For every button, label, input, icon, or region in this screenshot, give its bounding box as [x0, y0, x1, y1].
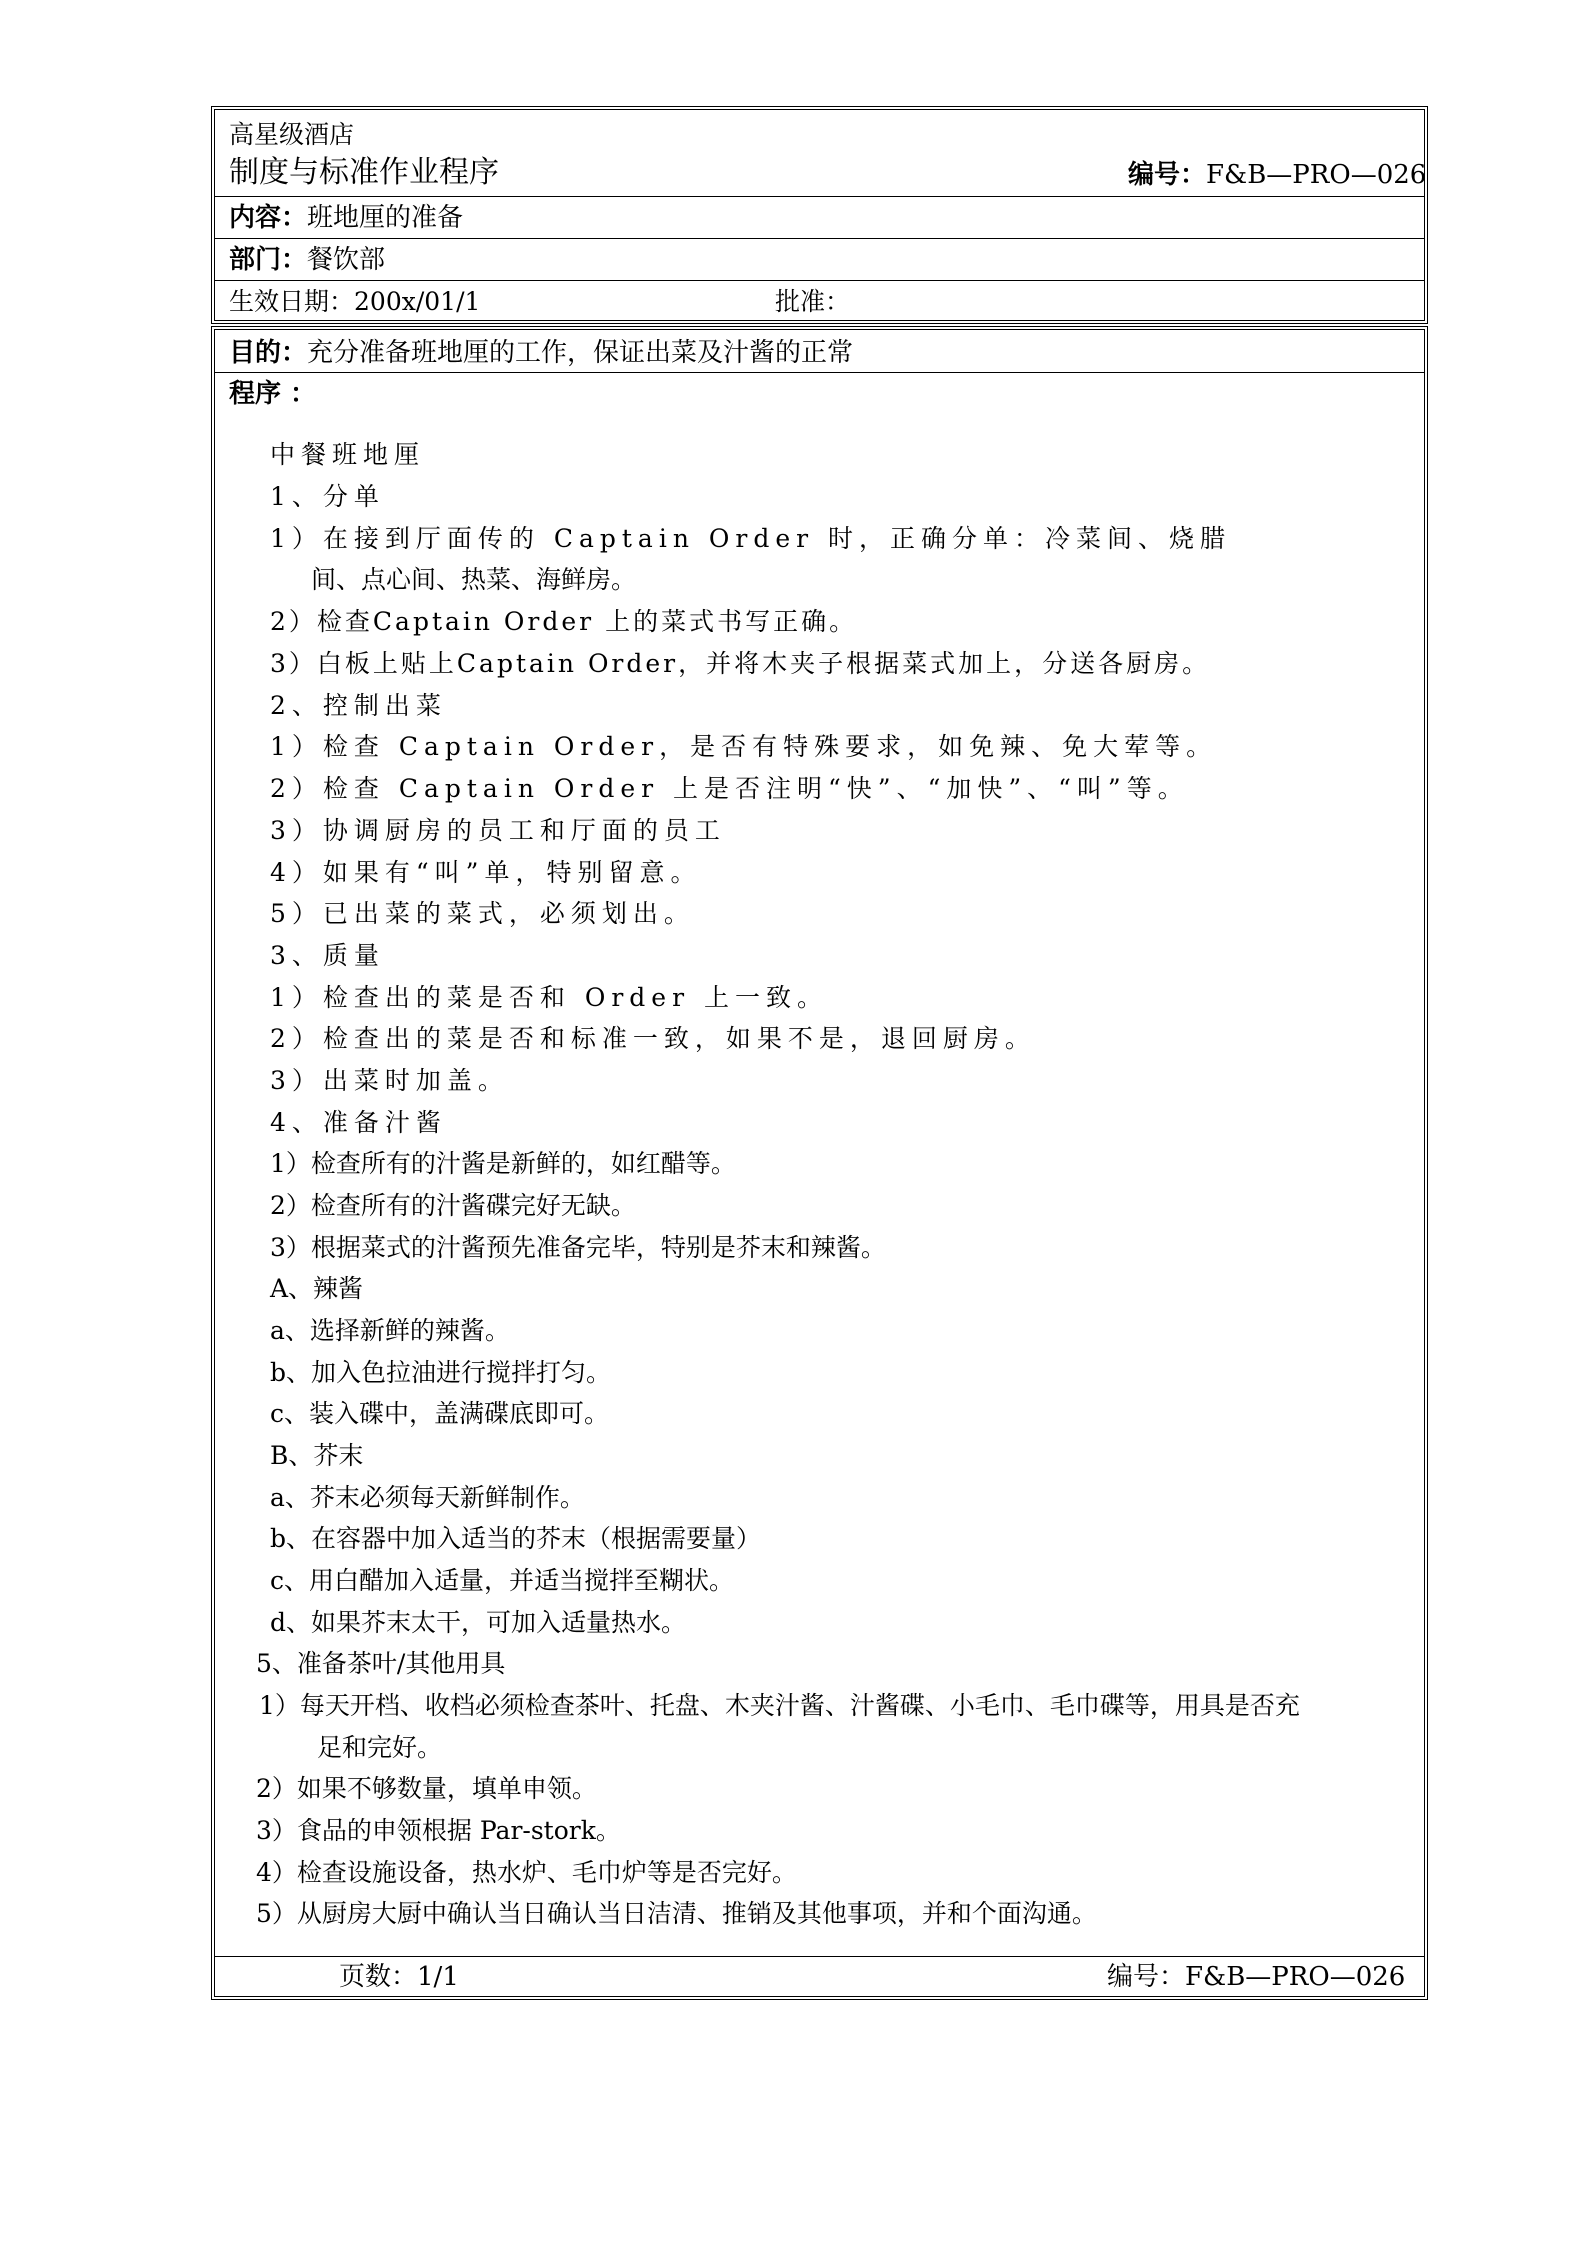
purpose — [229, 340, 853, 366]
step-item: 3）出菜时加盖。 — [270, 1066, 509, 1095]
step-heading: 5、准备茶叶/其他用具 — [256, 1649, 506, 1678]
department-label: 部门： — [229, 245, 308, 275]
footer-doc-code — [1107, 1964, 1405, 1990]
step-item: 5）从厨房大厨中确认当日确认当日洁清、推销及其他事项，并和个面沟通。 — [256, 1899, 1097, 1928]
effective-date-row — [215, 280, 1424, 322]
step-item: 2）检查Captain Order 上的菜式书写正确。 — [270, 607, 858, 636]
step-item: 4）检查设施设备，热水炉、毛巾炉等是否完好。 — [256, 1858, 797, 1887]
step-item: 1）每天开档、收档必须检查茶叶、托盘、木夹汁酱、汁酱碟、小毛巾、毛巾碟等，用具是否充 — [259, 1691, 1300, 1720]
step-item: 1）在接到厅面传的 Captain Order 时，正确分单：冷菜间、烧腊 — [270, 524, 1232, 553]
footer-row — [215, 1956, 1424, 1998]
procedure-section — [215, 372, 1424, 1956]
content-row — [215, 196, 1424, 238]
content-label: 内容： — [229, 203, 308, 233]
step-heading: 3、质量 — [270, 941, 385, 970]
step-item: 3）根据菜式的汁酱预先准备完毕，特别是芥末和辣酱。 — [270, 1233, 886, 1262]
step-item: 3）白板上贴上Captain Order，并将木夹子根据菜式加上，分送各厨房。 — [270, 649, 1211, 678]
content-value: 班地厘的准备 — [307, 203, 464, 233]
step-item: 1）检查所有的汁酱是新鲜的，如红醋等。 — [270, 1149, 736, 1178]
step-item: 5）已出菜的菜式，必须划出。 — [270, 899, 695, 928]
sub-item: d、如果芥末太干，可加入适量热水。 — [270, 1608, 687, 1637]
step-item: 4）如果有“叫”单，特别留意。 — [270, 858, 702, 887]
effective-date-label: 生效日期： — [229, 287, 355, 316]
section-title: 中餐班地厘 — [270, 440, 426, 469]
department-value: 餐饮部 — [307, 245, 386, 275]
procedure-table — [211, 326, 1428, 2000]
sub-heading: A、辣酱 — [270, 1274, 364, 1303]
step-heading: 2、控制出菜 — [270, 691, 447, 720]
page-count — [339, 1964, 459, 1990]
step-heading: 1、分单 — [270, 482, 385, 511]
step-item: 3）食品的申领根据 Par-stork。 — [256, 1816, 621, 1845]
step-item: 2）检查出的菜是否和标准一致，如果不是，退回厨房。 — [270, 1024, 1036, 1053]
step-item-continuation: 足和完好。 — [317, 1733, 443, 1762]
step-heading: 4、准备汁酱 — [270, 1108, 447, 1137]
approval-label: 批准： — [775, 287, 851, 316]
doc-code — [1128, 162, 1426, 188]
sub-item: a、选择新鲜的辣酱。 — [270, 1316, 510, 1345]
step-item: 1）检查 Captain Order，是否有特殊要求，如免辣、免大荤等。 — [270, 732, 1218, 761]
department-row — [215, 238, 1424, 280]
page-count-label: 页数： — [339, 1962, 418, 1992]
step-item: 2）如果不够数量，填单申领。 — [256, 1774, 597, 1803]
doc-type-title: 制度与标准作业程序 — [229, 155, 499, 190]
header-table — [211, 106, 1428, 324]
footer-code-value: F&B—PRO—026 — [1185, 1962, 1406, 1992]
doc-code-value: F&B—PRO—026 — [1206, 160, 1427, 190]
sub-item: b、加入色拉油进行搅拌打匀。 — [270, 1358, 612, 1387]
step-item: 3）协调厨房的员工和厅面的员工 — [270, 816, 726, 845]
sub-item: c、装入碟中，盖满碟底即可。 — [270, 1399, 610, 1428]
sub-item: a、芥末必须每天新鲜制作。 — [270, 1483, 585, 1512]
sub-item: c、用白醋加入适量，并适当搅拌至糊状。 — [270, 1566, 735, 1595]
org-name: 高星级酒店 — [229, 120, 355, 149]
step-item: 1）检查出的菜是否和 Order 上一致。 — [270, 983, 828, 1012]
purpose-value: 充分准备班地厘的工作，保证出菜及汁酱的正常 — [307, 338, 854, 368]
step-item: 2）检查 Captain Order 上是否注明“快”、“加快”、“叫”等。 — [270, 774, 1189, 803]
doc-code-label: 编号： — [1128, 160, 1207, 190]
page-count-value: 1/1 — [417, 1962, 459, 1992]
purpose-label: 目的： — [229, 338, 308, 368]
footer-code-label: 编号： — [1107, 1962, 1186, 1992]
step-item: 2）检查所有的汁酱碟完好无缺。 — [270, 1191, 636, 1220]
step-item-continuation: 间、点心间、热菜、海鲜房。 — [311, 565, 637, 594]
sub-item: b、在容器中加入适当的芥末（根据需要量） — [270, 1524, 762, 1553]
effective-date-value: 200x/01/1 — [354, 287, 481, 316]
sub-heading: B、芥末 — [270, 1441, 364, 1470]
procedure-label: 程序 ： — [229, 379, 317, 409]
